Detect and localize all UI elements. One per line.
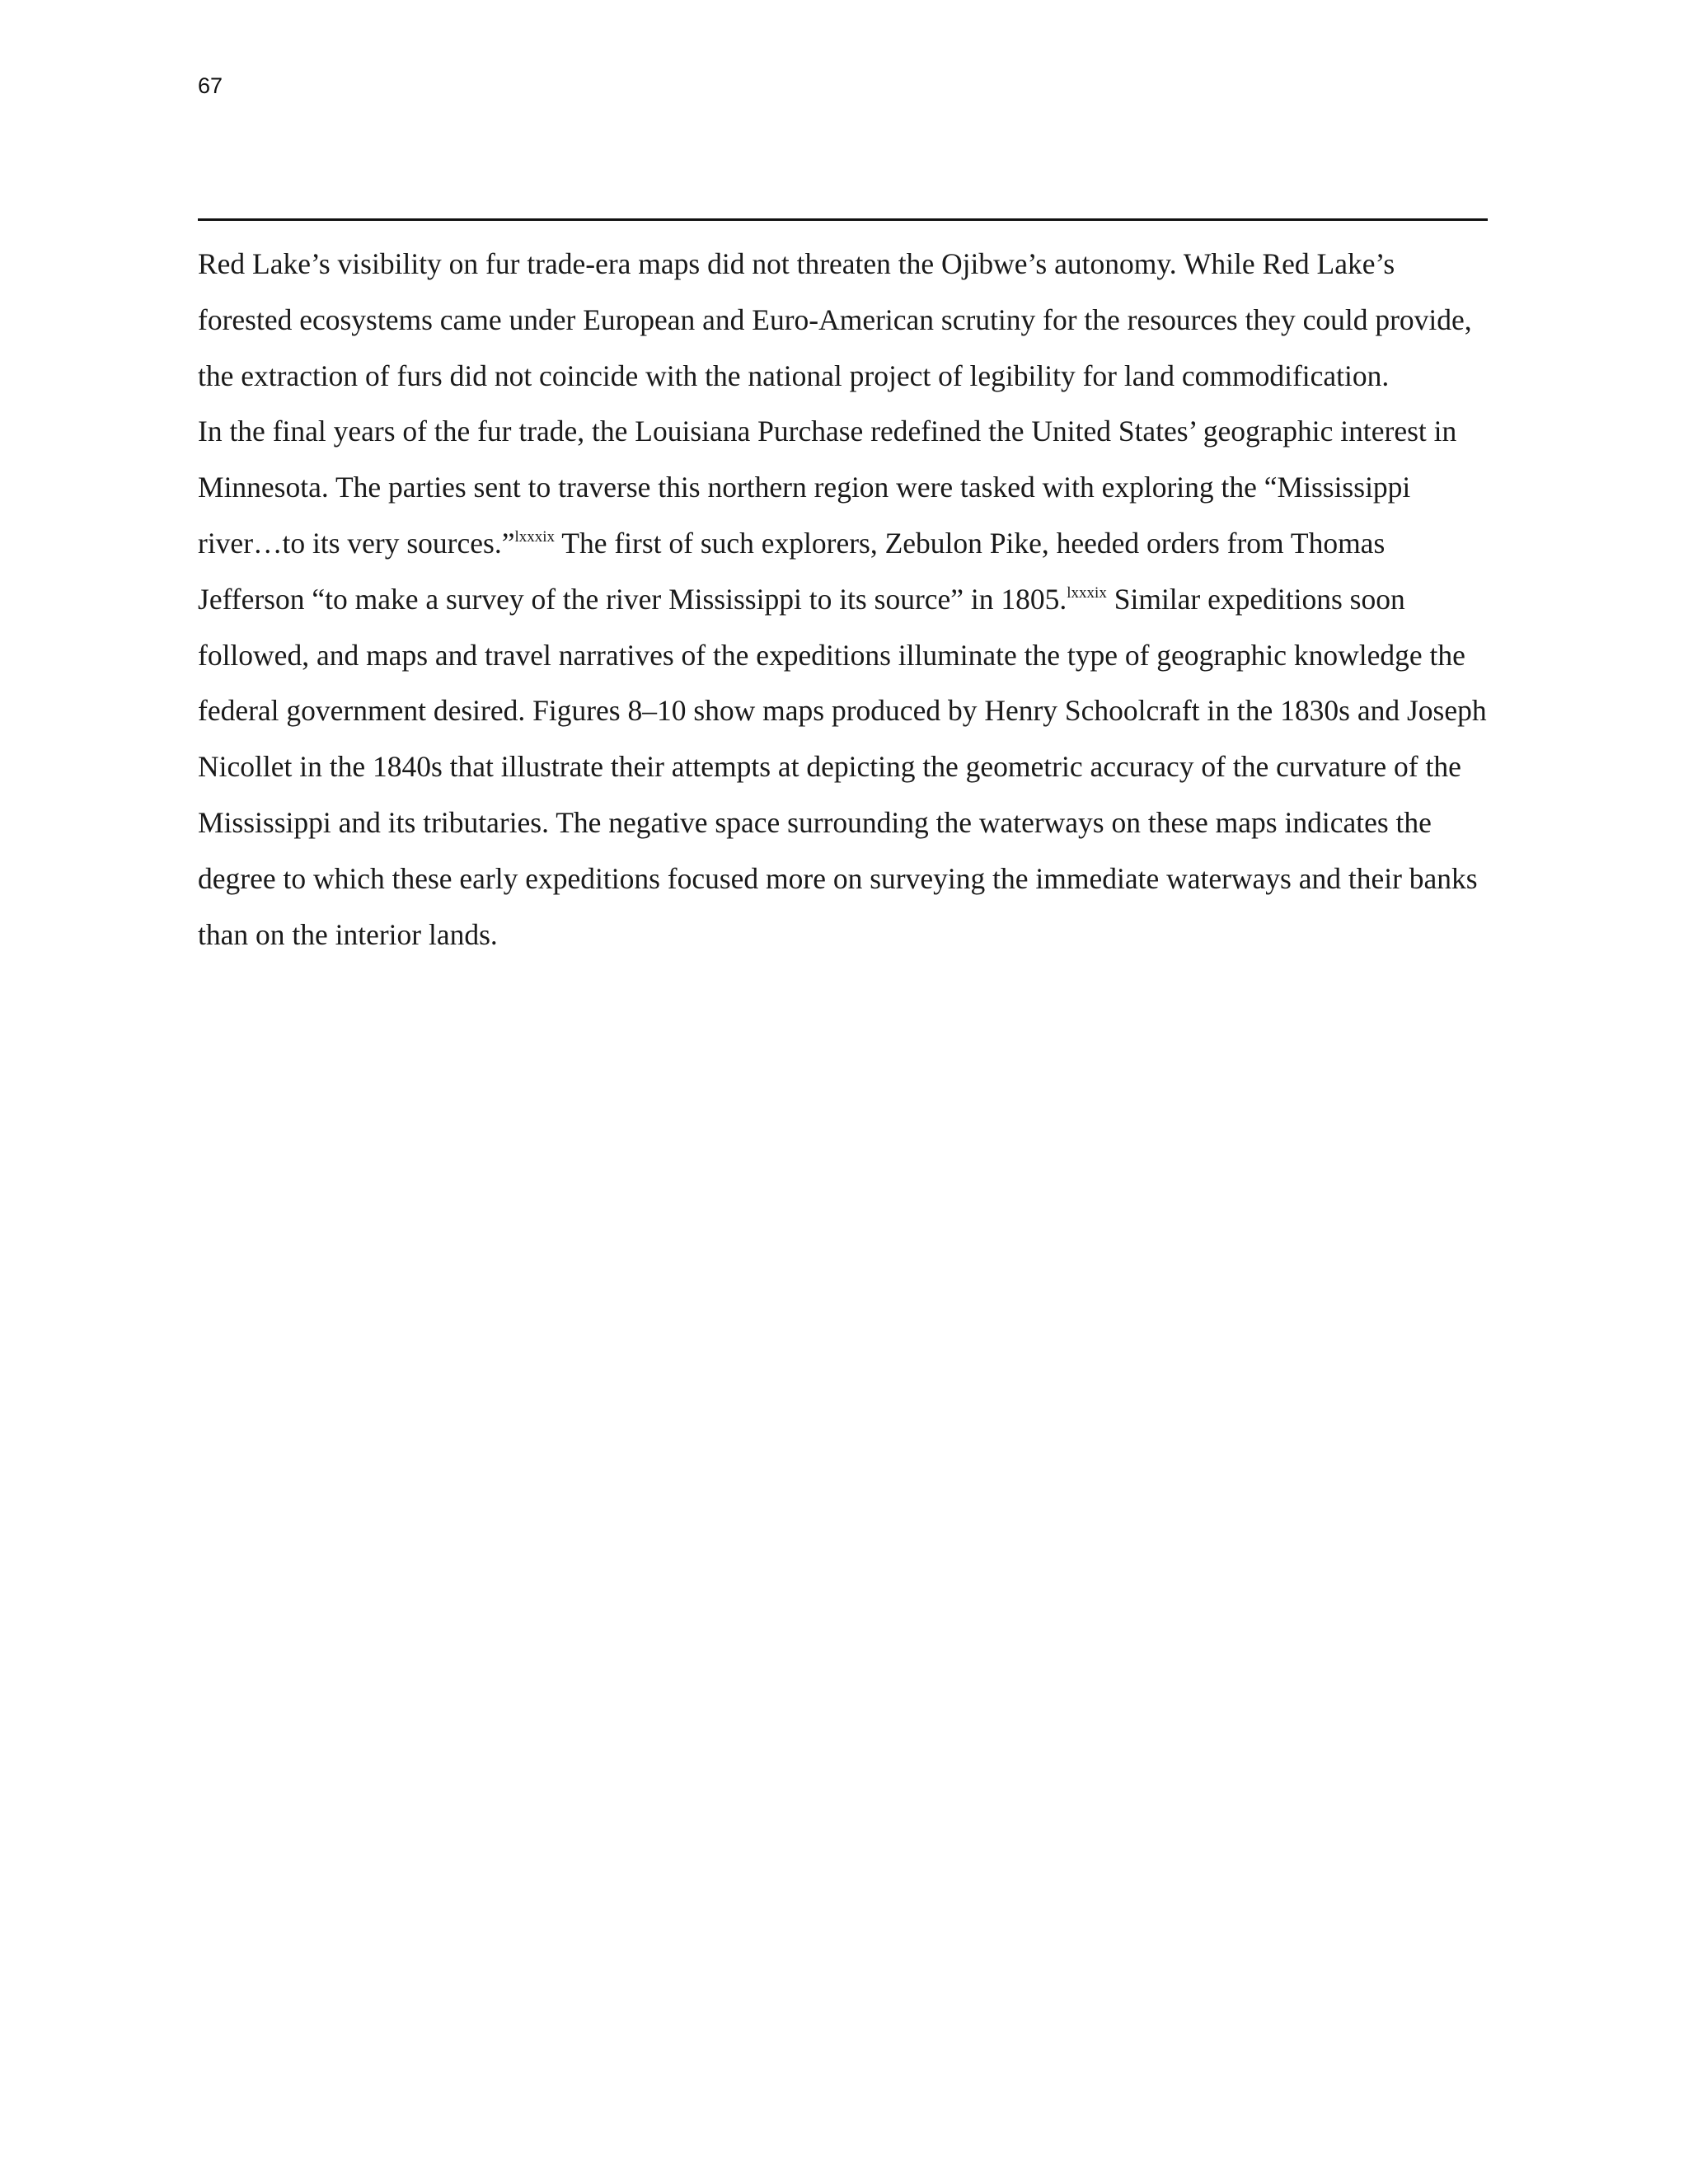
horizontal-rule xyxy=(198,218,1488,221)
paragraph-1: Red Lake’s visibility on fur trade-era maps did not threaten the Ojibwe’s autonomy. While Red Lake’s forested ecosystems came under European and Euro-American scrutiny for the resources they could provide, the extraction of furs did not coincide with the national project of legibility for land commodification. xyxy=(198,247,1472,392)
paragraph-2-segment-2: The first of such explorers, Zebulon Pike, heeded orders from Thomas Jefferson “to make a survey of the river Mississippi to its source” in 1805. xyxy=(198,526,1386,616)
paragraph-2-segment-1: In the final years of the fur trade, the Louisiana Purchase redefined the United States’ geographic interest in Minnesota. The parties sent to traverse this northern region were tasked with exploring the “Mississippi river…to its very sources.” xyxy=(198,415,1457,560)
footnote-ref-1[interactable]: lxxxix xyxy=(514,527,556,546)
paragraph-2-segment-3: Similar expeditions soon followed, and maps and travel narratives of the expeditions illuminate the type of geographic knowledge the federal government desired. Figures 8–10 show maps produced by Henry Schoolcraft in the 1830s and Joseph Nicollet in the 1840s that illustrate their attempts at depicting the geometric accuracy of the curvature of the Mississippi and its tributaries. The negative space surrounding the waterways on these maps indicates the degree to which these early expeditions focused more on surveying the immediate waterways and their banks than on the interior lands. xyxy=(198,582,1487,951)
paragraph-2 xyxy=(198,404,1492,963)
footnote-ref-2[interactable]: lxxxix xyxy=(1067,583,1107,602)
page-number: 67 xyxy=(198,73,223,98)
body-text xyxy=(198,237,1492,963)
